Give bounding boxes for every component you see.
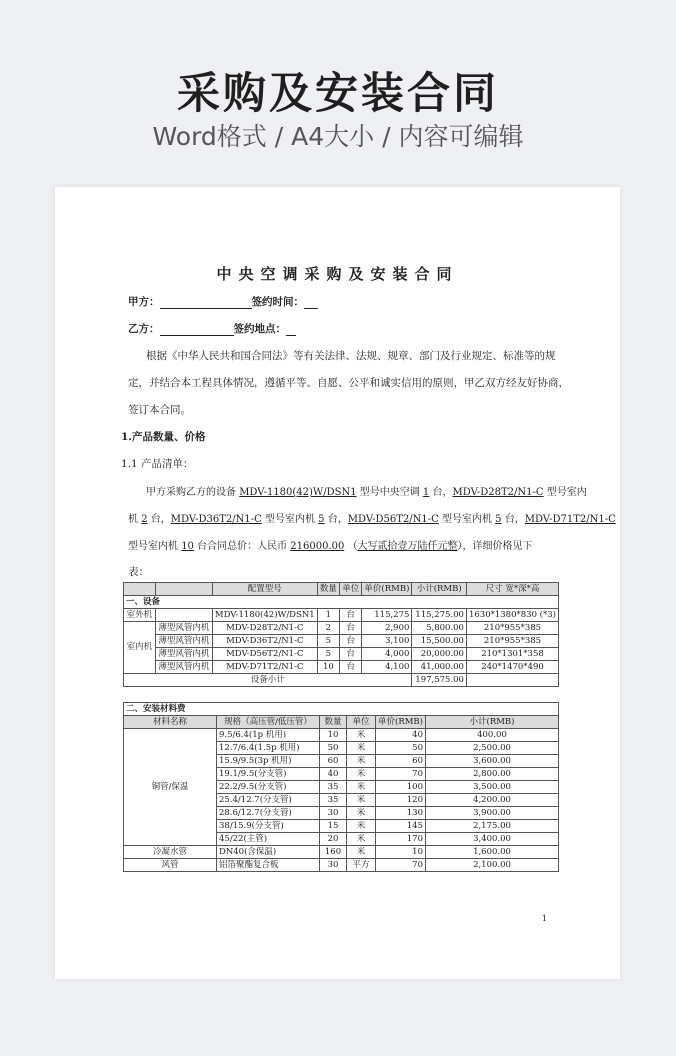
cell: 12.7/6.4(1.5p 机用) <box>217 742 320 755</box>
header-cell: 规格（高压管/低压管） <box>217 716 320 729</box>
header-cell: 配置型号 <box>212 583 317 596</box>
paragraph-line: 签订本合同。 <box>128 404 191 416</box>
cell: 2,500.00 <box>425 742 558 755</box>
cell: 5 <box>317 635 339 648</box>
text: 甲方采购乙方的设备 <box>146 487 240 498</box>
cell: 15,500.00 <box>412 635 467 648</box>
sign-place-label: 签约地点： <box>233 323 286 335</box>
header-cell <box>124 583 156 596</box>
cell: 米 <box>347 755 376 768</box>
text: 台， <box>324 514 348 525</box>
cell: 4,000 <box>362 648 412 661</box>
cell: 170 <box>376 833 426 846</box>
section-row <box>124 703 559 716</box>
paragraph-line: 表： <box>128 566 149 578</box>
cell <box>155 609 212 622</box>
cell: 400.00 <box>425 729 558 742</box>
total-price-value: 216000.00 <box>290 541 345 552</box>
section-heading: 1.产品数量、价格 <box>121 431 206 443</box>
cell: 5 <box>317 648 339 661</box>
table-row <box>124 846 559 859</box>
cell: 160 <box>320 846 347 859</box>
cell: 薄型风管内机 <box>155 661 212 674</box>
cell: 210*1301*358 <box>466 648 558 661</box>
cell: 薄型风管内机 <box>155 648 212 661</box>
cell: 台 <box>340 661 362 674</box>
document-page <box>55 187 620 979</box>
table-header-row <box>124 583 559 596</box>
cell: 2,900 <box>362 622 412 635</box>
cell: 5,800.00 <box>412 622 467 635</box>
cell: 米 <box>347 846 376 859</box>
purchase-paragraph-line <box>128 537 533 552</box>
text: （ <box>344 541 358 552</box>
cell: 3,100 <box>362 635 412 648</box>
cell: 2 <box>317 622 339 635</box>
equipment-table <box>123 582 559 687</box>
cell: 平方 <box>347 859 376 872</box>
cell: 4,100 <box>362 661 412 674</box>
cell: 台 <box>340 648 362 661</box>
section-row <box>124 596 559 609</box>
cell: 薄型风管内机 <box>155 622 212 635</box>
subtotal-value: 197,575.00 <box>412 674 467 687</box>
cell: 120 <box>376 794 426 807</box>
cell: 30 <box>320 807 347 820</box>
text: 台合同总价：人民币 <box>193 541 291 552</box>
header-cell: 单位 <box>347 716 376 729</box>
cell: 薄型风管内机 <box>155 635 212 648</box>
text: 型号室内 <box>543 487 587 498</box>
header-cell: 材料名称 <box>124 716 217 729</box>
cell: 15 <box>320 820 347 833</box>
party-b-blank[interactable] <box>160 324 234 336</box>
cell: 60 <box>376 755 426 768</box>
cell: 4,200.00 <box>425 794 558 807</box>
cell: 铜管/保温 <box>124 729 217 846</box>
sign-time-label: 签约时间： <box>251 296 304 308</box>
cell: 240*1470*490 <box>466 661 558 674</box>
cell: 19.1/9.5(分支管) <box>217 768 320 781</box>
cell: DN40(含保温) <box>217 846 320 859</box>
cell: MDV-D28T2/N1-C <box>212 622 317 635</box>
sign-time-blank[interactable] <box>304 297 318 309</box>
header-cell: 小计(RMB) <box>412 583 467 596</box>
cell: 40 <box>376 729 426 742</box>
cell: 210*955*385 <box>466 622 558 635</box>
header-cell: 单价(RMB) <box>376 716 426 729</box>
cell: 3,400.00 <box>425 833 558 846</box>
total-price-words: 大写贰拾壹万陆仟元整 <box>357 541 458 552</box>
cell: 1630*1380*830 (*3) <box>466 609 558 622</box>
cell: MDV-D36T2/N1-C <box>212 635 317 648</box>
subtotal-label: 设备小计 <box>124 674 412 687</box>
cell: 2,175.00 <box>425 820 558 833</box>
text: 台， <box>429 487 453 498</box>
header-cell: 数量 <box>320 716 347 729</box>
header-cell <box>155 583 212 596</box>
header-cell: 单价(RMB) <box>362 583 412 596</box>
cell: 台 <box>340 622 362 635</box>
cell: 100 <box>376 781 426 794</box>
cell: 10 <box>317 661 339 674</box>
header-cell: 小计(RMB) <box>425 716 558 729</box>
cell: 210*955*385 <box>466 635 558 648</box>
header-cell: 单位 <box>340 583 362 596</box>
cell: 米 <box>347 820 376 833</box>
cell: 米 <box>347 781 376 794</box>
cell: 2,100.00 <box>425 859 558 872</box>
qty-value: 2 <box>141 514 148 525</box>
party-a-blank[interactable] <box>160 297 252 309</box>
cell: 30 <box>320 859 347 872</box>
cell: 70 <box>376 859 426 872</box>
cell: 70 <box>376 768 426 781</box>
banner-title: 采购及安装合同 <box>177 69 499 119</box>
cell: 115,275.00 <box>412 609 467 622</box>
cell: 风管 <box>124 859 217 872</box>
model-value: MDV-D71T2/N1-C <box>524 514 616 525</box>
cell: 145 <box>376 820 426 833</box>
cell: 20,000.00 <box>412 648 467 661</box>
cell: 20 <box>320 833 347 846</box>
cell: 41,000.00 <box>412 661 467 674</box>
qty-value: 10 <box>181 541 194 552</box>
cell: MDV-D71T2/N1-C <box>212 661 317 674</box>
subsection-heading: 1.1 产品清单： <box>121 458 194 470</box>
materials-table <box>123 702 559 872</box>
paragraph-line: 定，并结合本工程具体情况，遵循平等、自愿、公平和诚实信用的原则，甲乙双方经友好协商， <box>128 377 569 389</box>
qty-value: 5 <box>318 514 325 525</box>
text: 型号室内机 <box>438 514 496 525</box>
model-value: MDV-D36T2/N1-C <box>170 514 262 525</box>
text: 型号室内机 <box>128 541 182 552</box>
text: 机 <box>128 514 142 525</box>
cell: 38/15.9(分支管) <box>217 820 320 833</box>
banner-subtitle: Word格式 / A4大小 / 内容可编辑 <box>152 122 524 151</box>
purchase-paragraph-line <box>128 510 616 525</box>
cell: 米 <box>347 807 376 820</box>
sign-place-blank[interactable] <box>286 324 296 336</box>
cell: 40 <box>320 768 347 781</box>
table-row <box>124 729 559 742</box>
purchase-paragraph-line <box>146 483 587 498</box>
model-value: MDV-1180(42)W/DSN1 <box>239 487 357 498</box>
table-row <box>124 609 559 622</box>
text: 型号室内机 <box>261 514 319 525</box>
qty-value: 5 <box>495 514 502 525</box>
qty-value: 1 <box>422 487 430 498</box>
cell: 130 <box>376 807 426 820</box>
cell: 115,275 <box>362 609 412 622</box>
text: 型号中央空调 <box>356 487 423 498</box>
cell: 冷凝水管 <box>124 846 217 859</box>
cell: 28.6/12.7(分支管) <box>217 807 320 820</box>
section-label: 二、安装材料费 <box>124 703 559 716</box>
cell: 2,800.00 <box>425 768 558 781</box>
cell: 3,500.00 <box>425 781 558 794</box>
cell: 米 <box>347 742 376 755</box>
section-label: 一、设备 <box>124 596 559 609</box>
cell: MDV-1180(42)W/DSN1 <box>212 609 317 622</box>
cell: 10 <box>320 729 347 742</box>
cell: 米 <box>347 833 376 846</box>
cell: 台 <box>340 635 362 648</box>
cell: 台 <box>340 609 362 622</box>
cell: 50 <box>376 742 426 755</box>
cell: 3,600.00 <box>425 755 558 768</box>
cell: 25.4/12.7(分支管) <box>217 794 320 807</box>
table-row <box>124 635 559 648</box>
cell: MDV-D56T2/N1-C <box>212 648 317 661</box>
cell: 35 <box>320 781 347 794</box>
cell: 米 <box>347 729 376 742</box>
cell: 室内机 <box>124 622 156 674</box>
text: 台， <box>501 514 525 525</box>
cell: 9.5/6.4(1p 机用) <box>217 729 320 742</box>
cell: 45/22(主管) <box>217 833 320 846</box>
cell: 米 <box>347 794 376 807</box>
table-row <box>124 648 559 661</box>
party-b-line <box>128 321 296 336</box>
text: 台， <box>147 514 171 525</box>
cell <box>466 674 558 687</box>
page-number: 1 <box>541 914 547 923</box>
party-a-label: 甲方： <box>128 296 160 308</box>
cell: 50 <box>320 742 347 755</box>
cell: 35 <box>320 794 347 807</box>
cell: 铝箔聚酯复合板 <box>217 859 320 872</box>
cell: 22.2/9.5(分支管) <box>217 781 320 794</box>
cell: 10 <box>376 846 426 859</box>
model-value: MDV-D56T2/N1-C <box>347 514 439 525</box>
cell: 米 <box>347 768 376 781</box>
header-cell: 数量 <box>317 583 339 596</box>
cell: 60 <box>320 755 347 768</box>
table-row <box>124 622 559 635</box>
cell: 3,900.00 <box>425 807 558 820</box>
header-cell: 尺寸 宽*深*高 <box>466 583 558 596</box>
party-b-label: 乙方： <box>128 323 160 335</box>
contract-title: 中央空调采购及安装合同 <box>216 265 459 283</box>
table-row <box>124 859 559 872</box>
cell: 1,600.00 <box>425 846 558 859</box>
table-header-row <box>124 716 559 729</box>
cell: 1 <box>317 609 339 622</box>
text: ），详细价格见下 <box>457 541 533 552</box>
paragraph-line: 根据《中华人民共和国合同法》等有关法律、法规、规章、部门及行业规定、标准等的规 <box>146 350 556 362</box>
table-row <box>124 661 559 674</box>
cell: 15.9/9.5(3p 机用) <box>217 755 320 768</box>
model-value: MDV-D28T2/N1-C <box>452 487 544 498</box>
party-a-line <box>128 294 318 309</box>
cell: 室外机 <box>124 609 156 622</box>
subtotal-row <box>124 674 559 687</box>
